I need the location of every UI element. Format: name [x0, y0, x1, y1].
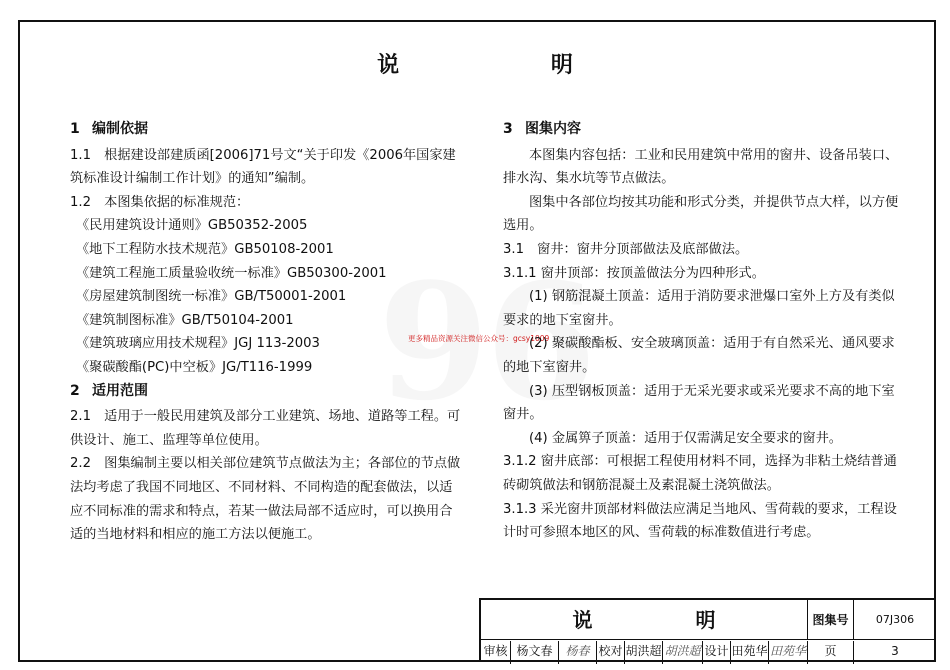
- design-name: 田苑华: [731, 641, 769, 664]
- title-block-top-row: [481, 600, 936, 640]
- clause-1-1: 1.1 根据建设部建质函[2006]71号文“关于印发《2006年国家建筑标准设计编制工作计划》的通知”编制。: [70, 147, 456, 187]
- atlas-number-label: 图集号: [808, 600, 854, 640]
- standard-item: 《民用建筑设计通则》GB50352-2005: [76, 218, 308, 234]
- top-type-1: (1) 钢筋混凝土顶盖：适用于消防要求泄爆口室外上方及有类似要求的地下室窗井。: [503, 289, 895, 328]
- clause-2-2: 2.2 图集编制主要以相关部位建筑节点做法为主；各部位的节点做法均考虑了我国不同地区、不同材料、不同构造的配套做法，以适应不同标准的需求和特点，若某一做法局部不适应时，可以换用合适的当地材料和相应的施工方法以便施工。: [70, 456, 461, 543]
- check-signature: 胡洪超: [663, 641, 703, 664]
- section-1-heading: [70, 118, 465, 142]
- page-number: 3: [891, 644, 899, 658]
- clause-2-1: 2.1 适用于一般民用建筑及部分工业建筑、场地、道路等工程。可供设计、施工、监理等单位使用。: [70, 409, 461, 448]
- section-2-heading: [70, 380, 465, 404]
- content-intro: 本图集内容包括：工业和民用建筑中常用的窗井、设备吊装口、排水沟、集水坑等节点做法。: [503, 147, 899, 187]
- clause-3-1: 3.1 窗井：窗井分顶部做法及底部做法。: [503, 241, 749, 257]
- section-3-heading: [503, 118, 903, 142]
- left-column: [70, 118, 465, 547]
- review-name: 杨文春: [511, 641, 559, 664]
- watermark-note: 更多精品资源关注微信公众号：gcsy1009: [408, 334, 550, 343]
- standard-item: 《建筑玻璃应用技术规程》JGJ 113-2003: [76, 336, 320, 352]
- atlas-number-value: 07J306: [875, 613, 915, 626]
- clause-3-1-1: 3.1.1 窗井顶部：按顶盖做法分为四种形式。: [503, 265, 765, 281]
- content-classification: 图集中各部位均按其功能和形式分类，并提供节点大样，以方便选用。: [503, 194, 899, 234]
- clause-3-1-2: 3.1.2 窗井底部：可根据工程使用材料不同，选择为非粘土烧结普通砖砌筑做法和钢筋混凝土及素混凝土浇筑做法。: [503, 454, 897, 493]
- right-column: [503, 118, 903, 545]
- check-name: 胡洪超: [625, 641, 663, 664]
- section-3-title: 图集内容: [525, 121, 581, 137]
- standard-item: 《聚碳酸酯(PC)中空板》JG/T116-1999: [76, 359, 313, 375]
- section-1-title: 编制依据: [92, 121, 148, 137]
- top-type-4: (4) 金属箅子顶盖：适用于仅需满足安全要求的窗井。: [529, 430, 842, 446]
- title-block-sign-row: [481, 641, 936, 664]
- top-type-3: (3) 压型钢板顶盖：适用于无采光要求或采光要求不高的地下室窗井。: [503, 383, 895, 423]
- review-signature: 杨春: [559, 641, 597, 664]
- page-title: 说 明: [377, 53, 645, 78]
- top-type-2: (2) 聚碳酸酯板、安全玻璃顶盖：适用于有自然采光、通风要求的地下室窗井。: [503, 336, 895, 375]
- standard-item: 《建筑制图标准》GB/T50104-2001: [76, 312, 294, 328]
- title-block: [479, 598, 936, 662]
- page-label: 页: [808, 641, 854, 664]
- standard-item: 《地下工程防水技术规范》GB50108-2001: [76, 241, 334, 257]
- standard-item: 《房屋建筑制图统一标准》GB/T50001-2001: [76, 289, 347, 305]
- section-1-number: 1: [70, 121, 80, 137]
- section-2-title: 适用范围: [92, 382, 148, 399]
- section-3-number: 3: [503, 121, 513, 137]
- check-label: 校对: [597, 641, 625, 664]
- design-signature: 田苑华: [769, 641, 808, 664]
- clause-3-1-3: 3.1.3 采光窗井顶部材料做法应满足当地风、雪荷载的要求，工程设计时可参照本地区的风、雪荷载的标准数值进行考虑。: [503, 501, 897, 541]
- title-block-title: 说 明: [481, 600, 808, 640]
- section-2-number: 2: [70, 382, 80, 399]
- standard-item: 《建筑工程施工质量验收统一标准》GB50300-2001: [76, 265, 387, 281]
- design-label: 设计: [703, 641, 731, 664]
- review-label: 审核: [481, 641, 511, 664]
- clause-1-2: 1.2 本图集依据的标准规范：: [70, 194, 250, 210]
